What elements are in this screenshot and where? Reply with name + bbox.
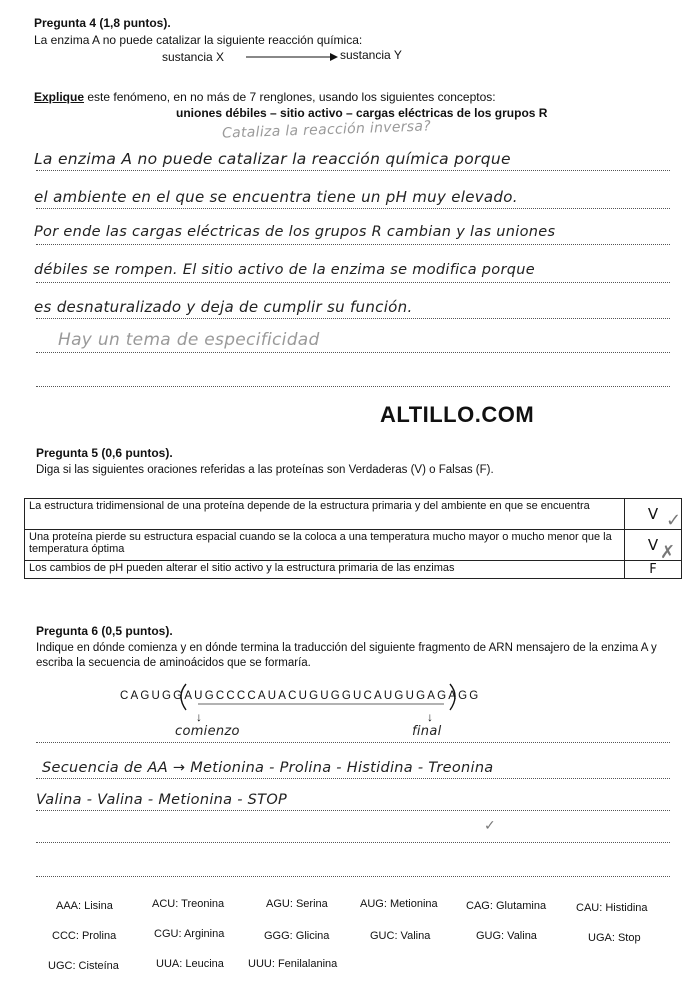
q6-instruction: Indique en dónde comienza y en dónde termina la traducción del siguiente fragmento de ARN mensajero de la enzima A y escriba la secuencia de aminoácidos que se formaría. xyxy=(36,642,657,669)
ruled-line xyxy=(36,810,670,811)
statement-cell: Una proteína pierde su estructura espacial cuando se la coloca a una temperatura mucho mayor o mucho menor que la temperatura óptima xyxy=(25,530,625,561)
q4-concepts: uniones débiles – sitio activo – cargas eléctricas de los grupos R xyxy=(176,106,548,120)
ruled-line xyxy=(36,876,670,877)
ruled-line xyxy=(36,778,670,779)
codon-entry: AGU: Serina xyxy=(266,898,328,910)
q6-answer-line-1: Secuencia de AA → Metionina - Prolina - Histidina - Treonina xyxy=(42,760,494,776)
codon-entry: AUG: Metionina xyxy=(360,898,438,910)
statement-cell: Los cambios de pH pueden alterar el sitio activo y la estructura primaria de las enzimas xyxy=(25,561,625,579)
table-row xyxy=(25,499,682,530)
answer-cell: V xyxy=(625,499,682,530)
q4-instruction xyxy=(34,90,496,104)
q4-answer-line-1: La enzima A no puede catalizar la reacción química porque xyxy=(34,150,511,168)
ruled-line xyxy=(36,208,670,209)
check-mark-icon: ✗ xyxy=(660,542,676,563)
ruled-line xyxy=(36,282,670,283)
q4-title: Pregunta 4 (1,8 puntos). xyxy=(34,16,171,30)
ruled-line xyxy=(36,352,670,353)
check-mark-icon: ✓ xyxy=(484,818,496,834)
grader-note: Cataliza la reacción inversa? xyxy=(221,118,432,142)
mrna-sequence: CAGUGGAUGCCCCAUACUGUGGUCAUGUGAGAGG xyxy=(120,690,481,702)
q4-instruction-rest: este fenómeno, en no más de 7 renglones, usando los siguientes conceptos: xyxy=(84,90,496,104)
check-mark-icon: ✓ xyxy=(666,510,682,531)
table-row xyxy=(25,561,682,579)
table-row xyxy=(25,530,682,561)
codon-entry: CCC: Prolina xyxy=(52,930,117,942)
q4-answer-line-5: es desnaturalizado y deja de cumplir su función. xyxy=(34,298,413,316)
true-false-table xyxy=(24,498,682,579)
ruled-line xyxy=(36,318,670,319)
codon-entry: CGU: Arginina xyxy=(154,928,225,940)
codon-entry: CAU: Histidina xyxy=(576,902,648,914)
statement-cell: La estructura tridimensional de una proteína depende de la estructura primaria y del ambiente en que se encuentra xyxy=(25,499,625,530)
explain-word: Explique xyxy=(34,90,85,104)
codon-entry: GUC: Valina xyxy=(370,930,431,942)
codon-entry: GUG: Valina xyxy=(476,930,537,942)
codon-entry: UUA: Leucina xyxy=(156,958,224,970)
q5-instruction: Diga si las siguientes oraciones referidas a las proteínas son Verdaderas (V) o Falsas (F). xyxy=(36,464,494,476)
codon-entry: CAG: Glutamina xyxy=(466,900,547,912)
start-label: comienzo xyxy=(175,724,240,739)
q6-answer-line-2: Valina - Valina - Metionina - STOP xyxy=(36,792,288,808)
q4-answer-line-3: Por ende las cargas eléctricas de los grupos R cambian y las uniones xyxy=(34,224,556,240)
codon-entry: ACU: Treonina xyxy=(152,898,225,910)
q6-title: Pregunta 6 (0,5 puntos). xyxy=(36,624,173,638)
start-arrow-icon: ↓ xyxy=(196,710,202,724)
answer-cell: F xyxy=(625,561,682,579)
ruled-line xyxy=(36,742,670,743)
q4-product: sustancia Y xyxy=(340,48,402,62)
codon-entry: UGC: Cisteína xyxy=(48,960,119,972)
codon-entry: UGA: Stop xyxy=(588,932,641,944)
ruled-line xyxy=(36,842,670,843)
q4-answer-line-4: débiles se rompen. El sitio activo de la enzima se modifica porque xyxy=(34,262,535,278)
grader-note-2: Hay un tema de especificidad xyxy=(58,330,320,350)
ruled-line xyxy=(36,386,670,387)
q5-title: Pregunta 5 (0,6 puntos). xyxy=(36,446,173,460)
end-arrow-icon: ↓ xyxy=(427,710,433,724)
ruled-line xyxy=(36,170,670,171)
q4-statement: La enzima A no puede catalizar la siguiente reacción química: xyxy=(34,33,363,47)
q4-answer-line-2: el ambiente en el que se encuentra tiene un pH muy elevado. xyxy=(34,188,518,206)
ruled-line xyxy=(36,244,670,245)
watermark: ALTILLO.COM xyxy=(380,402,535,427)
answer-cell: V xyxy=(625,530,682,561)
sequence-brackets xyxy=(176,680,462,720)
codon-entry: UUU: Fenilalanina xyxy=(248,958,338,970)
q4-substrate: sustancia X xyxy=(162,50,225,64)
codon-entry: GGG: Glicina xyxy=(264,930,330,942)
end-label: final xyxy=(412,724,442,739)
reaction-arrow-icon xyxy=(246,52,338,62)
codon-entry: AAA: Lisina xyxy=(56,900,113,912)
